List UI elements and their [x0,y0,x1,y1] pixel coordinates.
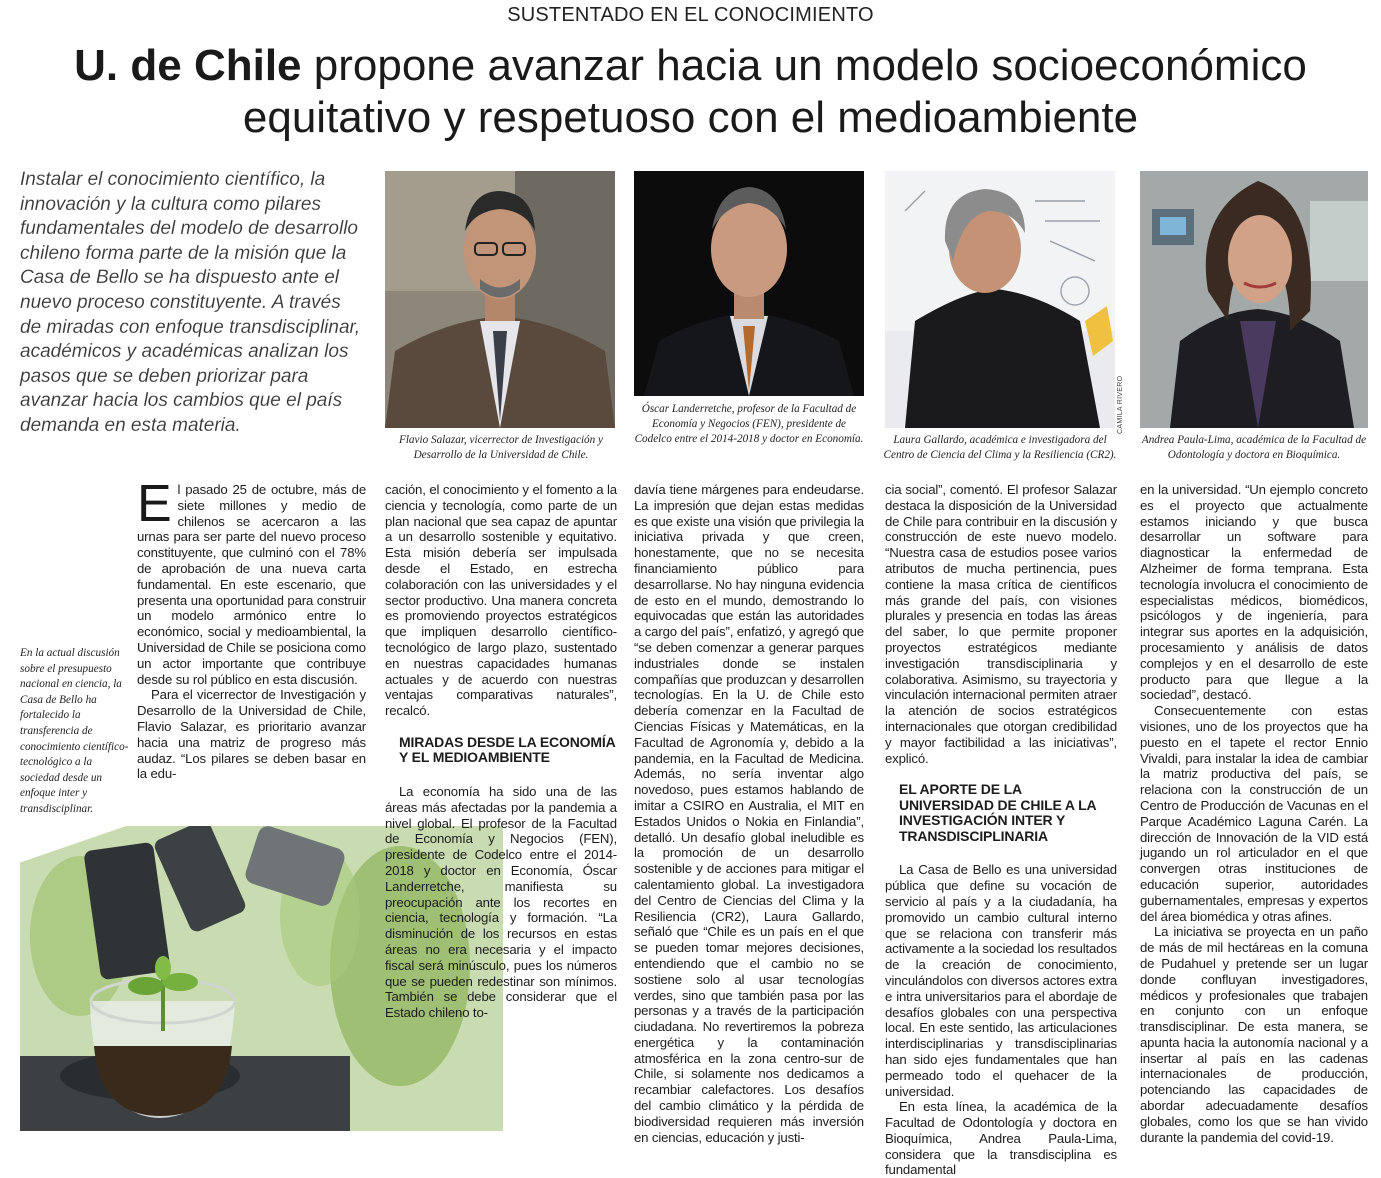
photo-salazar [385,171,615,428]
drop-cap: E [137,475,172,533]
col2-subheading: MIRADAS DESDE LA ECONOMÍA Y EL MEDIOAMBIENTE [399,733,616,766]
photo-gallardo [885,171,1115,428]
headline [10,40,1371,144]
photo-landerretche [634,171,864,396]
body-column-3 [634,482,864,1145]
col2-paragraph-2: La economía ha sido una de las áreas más afectadas por la pandemia a nivel global. El profesor de la Facultad de Economía y Negocios (FEN), presidente de Codelco entre el 2014-2018 y doctor en Economía, Óscar Landerretche, manifiesta su preocupación ante los recortes en ciencia, tecnología y formación. “La disminución de los recursos en estas áreas no era necesaria y el impacto fiscal será minúsculo, pues los números que se pueden redestinar son mínimos. También se debe considerar que el Estado chileno to- [385,783,617,1021]
col4-subheading: EL APORTE DE LA UNIVERSIDAD DE CHILE A LA INVESTIGACIÓN INTER Y TRANSDISCIPLINARIA [899,781,1096,844]
caption-paula-lima: Andrea Paula-Lima, académica de la Facultad de Odontología y doctora en Bioquímica. [1141,434,1367,461]
body-column-1 [137,475,366,782]
lead-paragraph: Instalar el conocimiento científico, la innovación y la cultura como pilares fundamentales del modelo de desarrollo chileno forma parte de la misión que la Casa de Bello se ha dispuesto ante el nuevo proceso constituyente. A través de miradas con enfoque transdisciplinar, académicos y académicas analizan los pasos que se deben priorizar para avanzar hacia los cambios que el país demanda en esta materia. [20,169,361,436]
caption-landerretche: Óscar Landerretche, profesor de la Facultad de Economía y Negocios (FEN), presidente de Codelco entre el 2014-2018 y doctor en Economía. [634,403,864,445]
col4-paragraph-2: La Casa de Bello es una universidad pública que define su vocación de servicio al país y a la ciudadanía, ha promovido un cambio cultural interno que se relaciona con transferir más activamente a la sociedad los resultados de la creación de conocimiento, vinculándolos con diversos actores extra e intra universitarios para el abordaje de desafíos globales con una perspectiva local. En este sentido, las articulaciones interdisciplinarias y transdisciplinarias han sido ejes fundamentales que han permeado todo el quehacer de la universidad. [885,862,1117,1099]
body-column-2 [385,482,617,1142]
section-kicker: SUSTENTADO EN EL CONOCIMIENTO [507,4,874,26]
caption-salazar: Flavio Salazar, vicerrector de Investigación y Desarrollo de la Universidad de Chile. [398,434,603,461]
col1-paragraph-1: l pasado 25 de octubre, más de siete millones y medio de chilenos se acercaron a las urnas para ser parte del nuevo proceso constituyente, que culminó con el 78% de aprobación de una nueva carta fundamental. En este escenario, que presenta una oportunidad para construir un modelo armónico entre lo económico, social y medioambiental, la Universidad de Chile se posiciona como un actor importante que contribuye desde su rol público en esta discusión. [137,482,366,687]
col3-paragraph-1: davía tiene márgenes para endeudarse. La impresión que dejan estas medidas es que existe una visión que privilegia la iniciativa privada y que creen, honestamente, que no se necesita financiamiento público para desarrollarse. No hay ninguna evidencia de esto en el mundo, demostrando lo equivocadas que están las autoridades a cargo del país”, enfatizó, y agregó que “se deben comenzar a generar parques industriales donde se instalen compañías que produzcan y desarrollen tecnologías. En la U. de Chile esto debería comenzar en la Facultad de Ciencias Físicas y Matemáticas, en la Facultad de Agronomía y, debido a la pandemia, en la Facultad de Medicina. Además, no sería inventar algo novedoso, pues estamos hablando de imitar a CSIRO en Australia, el MIT en Estados Unidos o Nokia en Finlandia”, detalló. Un desafío global ineludible es la promoción de un desarrollo sostenible y de acciones para mitigar el calentamiento global. La investigadora del Centro de Ciencias del Clima y la Resiliencia (CR2), Laura Gallardo, señaló que “Chile es un país en el que se pueden tomar mejores decisiones, entendiendo que el cambio no se sostiene solo al usar tecnologías verdes, sino que también pasa por las personas y a través de la participación ciudadana. No revertiremos la pobreza energética y la contaminación atmosférica en la zona centro-sur de Chile, si solamente nos dedicamos a recambiar calefactores. Los desafíos del cambio climático y la pérdida de biodiversidad requieren más inversión en ciencias, educación y justi- [634,482,864,1145]
col5-paragraph-1: en la universidad. “Un ejemplo concreto es el proyecto que actualmente estamos iniciando y que busca desarrollar un software para diagnosticar la enfermedad de Alzheimer de forma temprana. Esta tecnología involucra el conocimiento de especialistas médicos, biomédicos, psicólogos y de ingeniería, para integrar sus aportes en la adquisición, procesamiento y análisis de datos complejos y en el desarrollo de este producto para que llegue a la sociedad”, destacó. [1140,482,1368,703]
sidenote: En la actual discusión sobre el presupuesto nacional en ciencia, la Casa de Bello ha fortalecido la transferencia de conocimiento científico-tecnológico a la sociedad desde un enfoque inter y transdisciplinar. [20,647,129,815]
photo-credit: CAMILA RIVERO [1117,375,1124,434]
col2-paragraph-1: cación, el conocimiento y el fomento a la ciencia y tecnología, como parte de un plan nacional que sea capaz de apuntar a un desarrollo sostenible y equitativo. Esta misión debería ser impulsada desde el Estado, en estrecha colaboración con las universidades y el sector productivo. Una manera concreta es promoviendo proyectos estratégicos que impliquen desarrollo científico-tecnológico de largo plazo, sustentado en nuestras capacidades humanas actuales y de acuerdo con nuestras ventajas comparativas naturales”, recalcó. [385,482,617,719]
col4-paragraph-1: cia social”, comentó. El profesor Salazar destaca la disposición de la Universidad de Chile para contribuir en la discusión y construcción de este nuevo modelo. “Nuestra casa de estudios posee varios atributos de mucha pertinencia, pues contiene la masa crítica de científicos más grande del país, con visiones plurales y presencia en todas las áreas del saber, lo que permite proponer proyectos estratégicos mediante investigación transdisciplinaria y colaborativa. Asimismo, su trayectoria y vinculación internacional permiten atraer la atención de socios estratégicos internacionales que otorgan credibilidad y mayor factibilidad a las iniciativas”, explicó. [885,482,1117,766]
col1-paragraph-2: Para el vicerrector de Investigación y Desarrollo de la Universidad de Chile, Flavio Salazar, es prioritario avanzar hacia una matriz de progreso más audaz. “Los pilares se deben basar en la edu- [137,687,366,782]
col5-paragraph-2: Consecuentemente con estas visiones, uno de los proyectos que ha puesto en el tapete el rector Ennio Vivaldi, para instalar la idea de cambiar la matriz productiva del país, se relaciona con la construcción de un Centro de Producción de Vacunas en el Parque Académico Laguna Carén. La dirección de Innovación de la VID está jugando un rol articulador en el que convergen otras instituciones de educación superior, autoridades gubernamentales, empresas y expertos del área biomédica y otras afines. [1140,703,1368,924]
headline-rest: propone avanzar hacia un modelo socioeconómico equitativo y respetuoso con el medioambiente [242,41,1307,142]
caption-gallardo: Laura Gallardo, académica e investigadora del Centro de Ciencia del Clima y la Resiliencia (CR2). [883,434,1117,461]
body-column-5 [1140,482,1368,1145]
col4-paragraph-3: En esta línea, la académica de la Facultad de Odontología y doctora en Bioquímica, Andrea Paula-Lima, considera que la transdisciplina es fundamental [885,1099,1117,1178]
photo-paula-lima [1140,171,1368,428]
col5-paragraph-3: La iniciativa se proyecta en un paño de más de mil hectáreas en la comuna de Pudahuel y pretende ser un lugar donde confluyan investigadores, médicos y profesionales que trabajen en conjunto con un enfoque transdisciplinar. De esta manera, se apunta hacia la autonomía nacional y a insertar al país en las cadenas internacionales de producción, potenciando las capacidades de abordar adecuadamente desafíos globales, como los que se han vivido durante la pandemia del covid-19. [1140,924,1368,1145]
body-column-4 [885,482,1117,1178]
headline-bold: U. de Chile [74,41,302,90]
